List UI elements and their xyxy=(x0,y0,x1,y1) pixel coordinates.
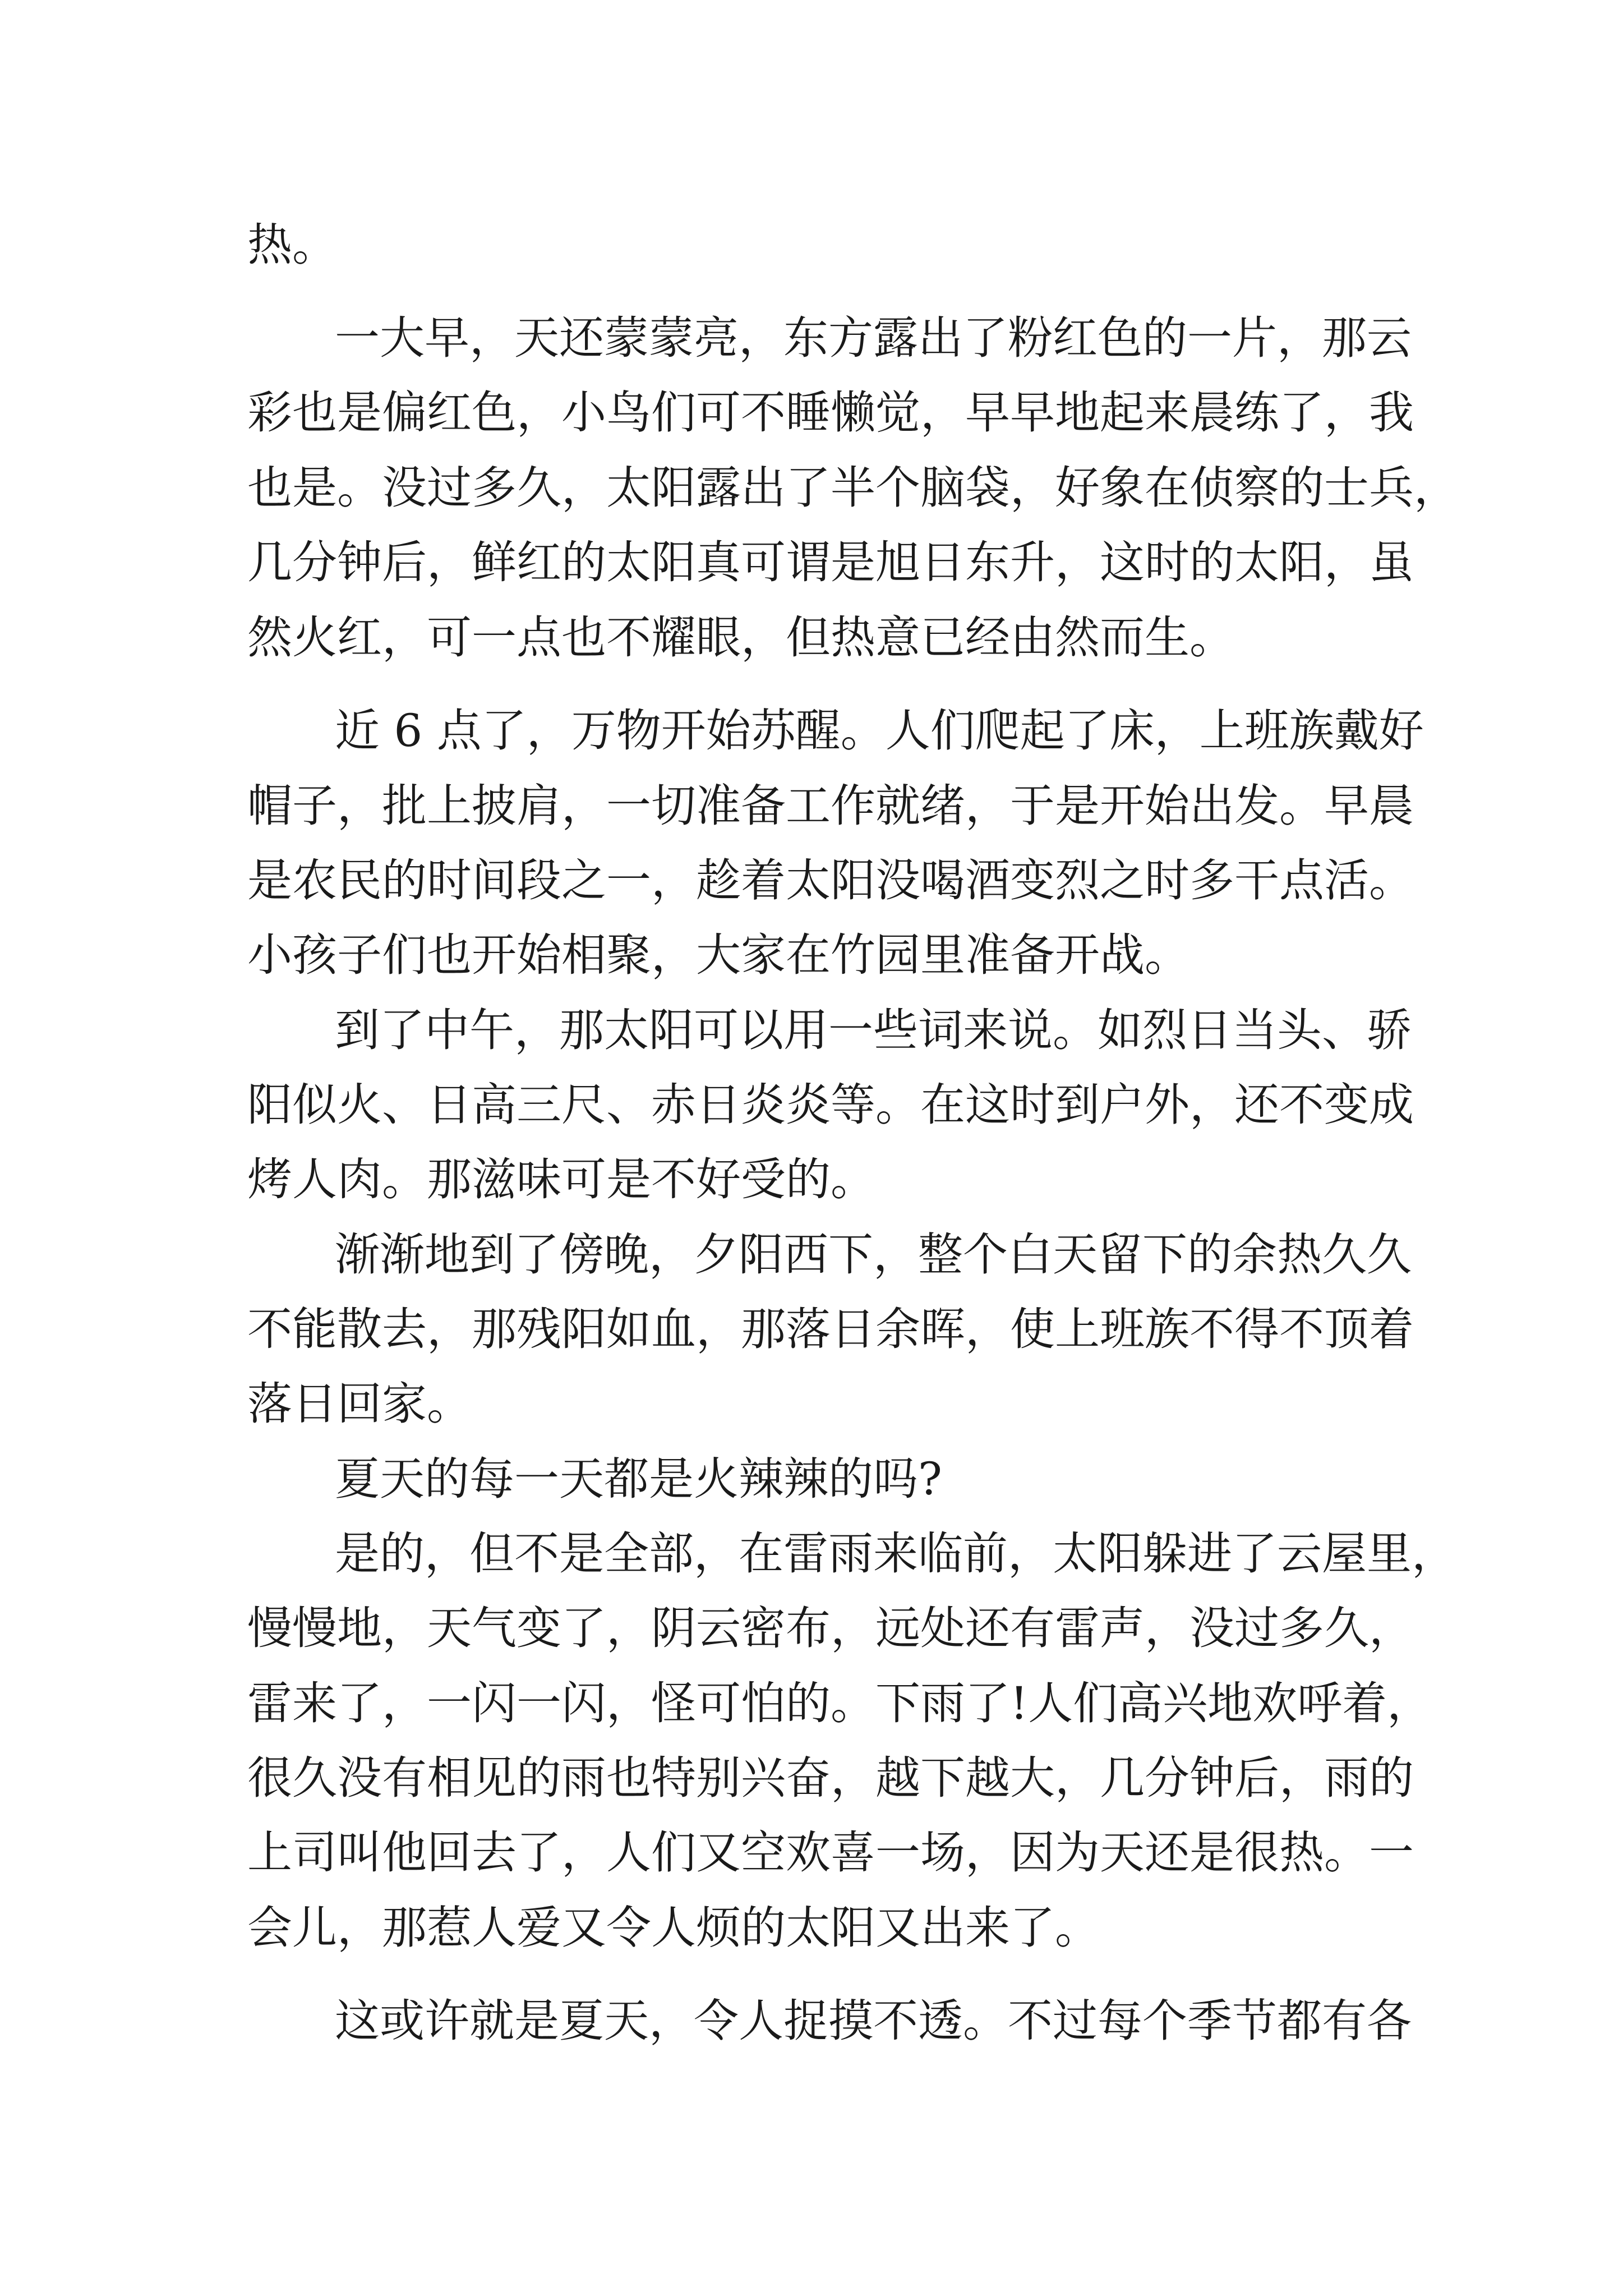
text-line: 近 6 点了，万物开始苏醒。人们爬起了床，上班族戴好 xyxy=(335,705,1424,757)
text-line: 这或许就是夏天，令人捉摸不透。不过每个季节都有各 xyxy=(335,1995,1412,2047)
text-line: 雷来了，一闪一闪，怪可怕的。下雨了!人们高兴地欢呼着， xyxy=(247,1677,1432,1729)
text-line: 落日回家。 xyxy=(247,1378,472,1430)
text-line: 到了中午，那太阳可以用一些词来说。如烈日当头、骄 xyxy=(335,1004,1412,1056)
text-line: 然火红，可一点也不耀眼，但热意已经由然而生。 xyxy=(247,611,1234,664)
text-line: 几分钟后，鲜红的太阳真可谓是旭日东升，这时的太阳，虽 xyxy=(247,536,1414,588)
text-line: 很久没有相见的雨也特别兴奋，越下越大，几分钟后，雨的 xyxy=(247,1752,1414,1804)
text-line: 慢慢地，天气变了，阴云密布，远处还有雷声，没过多久， xyxy=(247,1602,1414,1654)
text-line: 一大早，天还蒙蒙亮，东方露出了粉红色的一片，那云 xyxy=(335,312,1412,364)
text-line: 是的，但不是全部，在雷雨来临前，太阳躲进了云屋里， xyxy=(335,1527,1456,1580)
text-line: 不能散去，那残阳如血，那落日余晖，使上班族不得不顶着 xyxy=(247,1303,1414,1355)
text-line: 是农民的时间段之一，趁着太阳没喝酒变烈之时多干点活。 xyxy=(247,854,1414,907)
text-line: 烤人肉。那滋味可是不好受的。 xyxy=(247,1153,875,1205)
text-line: 彩也是偏红色，小鸟们可不睡懒觉，早早地起来晨练了，我 xyxy=(247,386,1414,439)
text-line: 热。 xyxy=(247,219,337,271)
text-line: 上司叫他回去了，人们又空欢喜一场，因为天还是很热。一 xyxy=(247,1826,1414,1879)
text-line: 阳似火、日高三尺、赤日炎炎等。在这时到户外，还不变成 xyxy=(247,1079,1414,1131)
text-line: 夏天的每一天都是火辣辣的吗? xyxy=(335,1453,942,1505)
text-line: 小孩子们也开始相聚，大家在竹园里准备开战。 xyxy=(247,929,1189,981)
text-line: 会儿，那惹人爱又令人烦的太阳又出来了。 xyxy=(247,1902,1100,1954)
text-line: 也是。没过多久，太阳露出了半个脑袋，好象在侦察的士兵， xyxy=(247,462,1459,514)
text-line: 渐渐地到了傍晚，夕阳西下，整个白天留下的余热久久 xyxy=(335,1228,1412,1281)
text-line: 帽子，批上披肩，一切准备工作就绪，于是开始出发。早晨 xyxy=(247,780,1414,832)
